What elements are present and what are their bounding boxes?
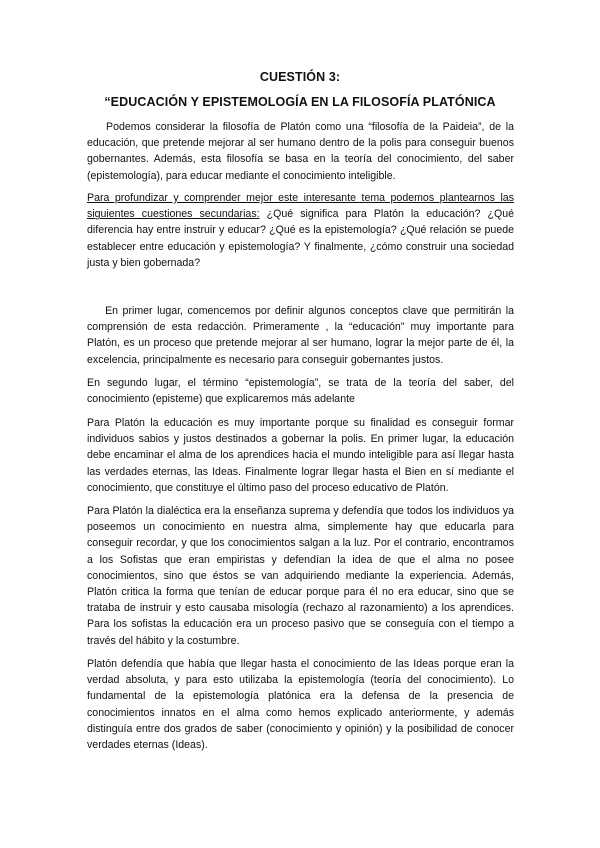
document-title-topic: “EDUCACIÓN Y EPISTEMOLOGÍA EN LA FILOSOFÍA PLATÓNICA (104, 95, 496, 109)
paragraph-education-purpose: Para Platón la educación es muy importante porque su finalidad es conseguir formar individuos sabios y justos destinados a gobernar la polis. En primer lugar, la educación debe encaminar el alma de los aprendices hacia el mundo inteligible para así llegar hasta las verdades eternas, las Ideas. Finalmente lograr llegar hasta el Bien en sí mediante el conocimiento, que constituye el último paso del proceso educativo de Platón. (87, 417, 514, 494)
questions-underlined-lead: Para profundizar y comprender mejor este interesante tema podemos plantearnos las siguientes cuestiones secundarias: (87, 192, 514, 221)
paragraph-questions (87, 190, 514, 271)
paragraph-dialectic-sophists: Para Platón la dialéctica era la enseñanza suprema y defendía que todos los individuos ya poseemos un conocimiento en nuestra alma, simplemente hay que educarla para conseguir recordar, y que los conocimientos salgan a la luz. Por el contrario, encontramos a los Sofistas que eran empiristas y defendían la idea de que el alma no posee conocimientos, sino que éstos se van adquiriendo mediante la experiencia. Además, Platón critica la forma que tenían de educar porque para él no era educar, sino que se trataba de instruir y esto causaba misología (rechazo al razonamiento) a los aprendices. Para los sofistas la educación era un proceso pasivo que se conseguía con el tiempo a través del hábito y la costumbre. (87, 505, 514, 647)
paragraph-definitions: En primer lugar, comencemos por definir algunos conceptos clave que permitirán la comprensión de esta redacción. Primeramente , la “educación” muy importante para Platón, es un proceso que pretende mejorar al ser humano, lograr la mejor parte de él, la excelencia, principalmente es necesario para conseguir gobernantes justos. (87, 305, 517, 366)
paragraph-ideas-knowledge: Platón defendía que había que llegar hasta el conocimiento de las Ideas porque eran la verdad absoluta, y para esto utilizaba la epistemología (teoría del conocimiento). Lo fundamental de la epistemología platónica era la defensa de la presencia de conocimientos innatos en el alma como hemos explicado anteriormente, y además distinguía entre dos grados de saber (conocimiento y opinión) y la posibilidad de conocer verdades eternas (Ideas). (87, 658, 514, 752)
document-title-question: CUESTIÓN 3: (259, 70, 341, 84)
paragraph-intro: Podemos considerar la filosofía de Platón como una “filosofía de la Paideia”, de la educación, que pretende mejorar al ser humano dentro de la polis para conseguir buenos gobernantes. Además, esta filosofía se basa en la teoría del conocimiento, del saber (epistemología), para educar mediante el conocimiento inteligible. (87, 121, 517, 182)
paragraph-epistemology-term: En segundo lugar, el término “epistemología”, se trata de la teoría del saber, del conocimiento (episteme) que explicaremos más adelante (87, 377, 514, 406)
questions-list: ¿Qué significa para Platón la educación? ¿Qué diferencia hay entre instruir y educar? ¿Qué es la epistemología? ¿Qué relación se puede establecer entre educación y epistemología? Y finalmente, ¿cómo construir una sociedad justa y bien gobernada? (87, 208, 514, 269)
